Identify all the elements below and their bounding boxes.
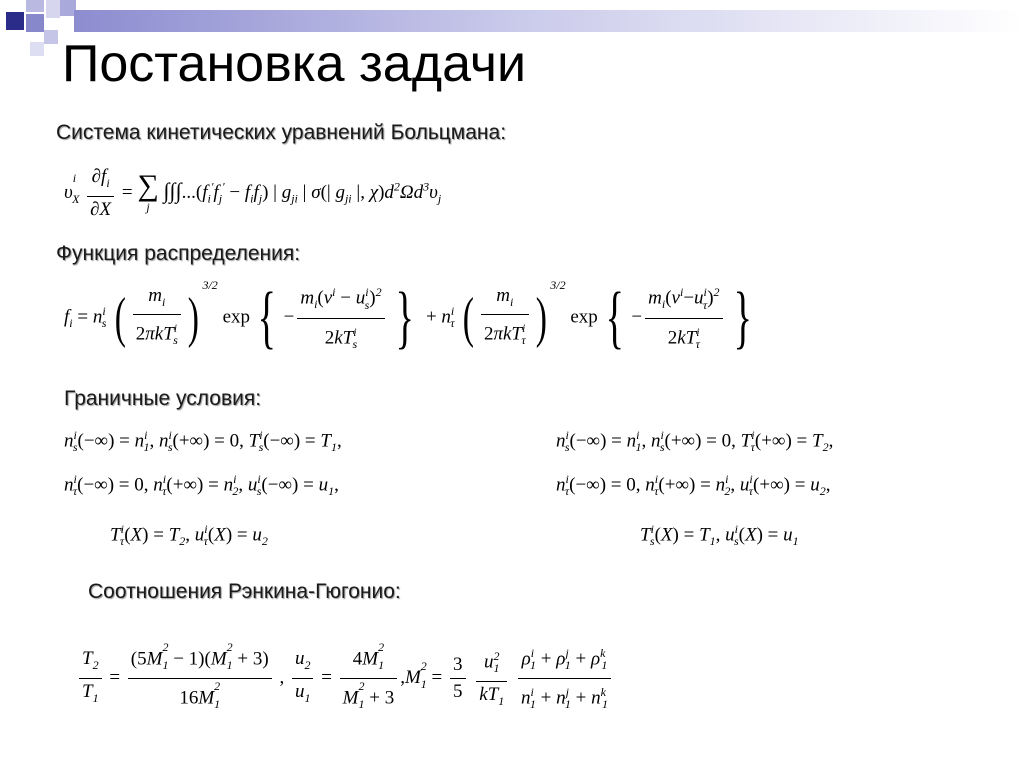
boundary-left-line2: $n^i_\tau(-\infty) = 0$, $n^i_\tau(+\infty) = n^i_2$, $u^i_s(-\infty) = u_1$,: [64, 472, 339, 499]
boundary-right-line3: $T^i_s(X) = T_1$, $u^i_s(X) = u_1$: [640, 522, 799, 549]
deco-square: [6, 12, 24, 30]
distribution-equation: $f_i = n^i_s$ ( $\frac{m_i}{2\pi kT^i_s}$ )$^{3/2}$ exp { − $\frac{m_i(v^i - u^i_s)^2}{2kT^i_s}$ } + $n^i_\tau$ ( $\frac{m_i}{2\pi kT^i_\tau}$ )$^{3/2}$ exp { − $\frac{m_i(v^i-u^i_\tau)^2}{2kT^i_\tau}$ }: [64, 278, 752, 356]
deco-square: [26, 14, 44, 32]
boundary-left-line3: $T^i_\tau(X) = T_2$, $u^i_\tau(X) = u_2$: [110, 522, 268, 549]
section-heading-distribution: Функция распределения:: [56, 242, 301, 265]
boltzmann-equation: $\upsilon^i_X$ $\frac{\partial f_i}{\partial X}$ = ∑ j $\int\int\int...(f_i'f_j' - f_if_j)$ | $g_{ji}$ | σ(| $g_{ji}$ |, $\chi)d^2\Omega d^3\upsilon_j$: [64, 166, 442, 220]
boundary-right-line1: $n^i_s(-\infty) = n^i_1$, $n^i_s(+\infty) = 0$, $T^i_\tau(+\infty) = T_2$,: [556, 428, 834, 455]
section-heading-boundary: Граничные условия:: [64, 387, 262, 410]
boundary-left-line1: $n^i_s(-\infty) = n^i_1$, $n^i_s(+\infty) = 0$, $T^i_s(-\infty) = T_1$,: [64, 428, 342, 455]
page-title: Постановка задачи: [62, 35, 526, 93]
deco-square: [26, 0, 44, 12]
section-heading-rankine: Соотношения Рэнкина-Гюгонио:: [88, 580, 401, 603]
gradient-bar: [74, 10, 1024, 32]
header-decoration: [0, 0, 1024, 36]
deco-square: [30, 42, 44, 56]
section-heading-boltzmann: Система кинетических уравнений Больцмана:: [56, 121, 507, 144]
rankine-hugoniot-equation: $\frac{T_2}{T_1}$ = $\frac{(5M_1^2 - 1)(M_1^2 + 3)}{16M_1^2}$ , $\frac{u_2}{u_1}$ = $\frac{4M_1^2}{M_1^2 + 3}$ $,M_1^2$ = $\frac{3}{5}$ $\frac{u^2_1}{kT_1}$ $\frac{\rho^i_1 + \rho^j_1 + \rho^k_1}{n^i_1 + n^j_1 + n^k_1}$: [76, 640, 614, 717]
deco-square: [46, 0, 60, 18]
boundary-right-line2: $n^i_\tau(-\infty) = 0$, $n^i_\tau(+\infty) = n^i_2$, $u^i_\tau(+\infty) = u_2$,: [556, 472, 831, 499]
deco-square: [44, 30, 58, 44]
